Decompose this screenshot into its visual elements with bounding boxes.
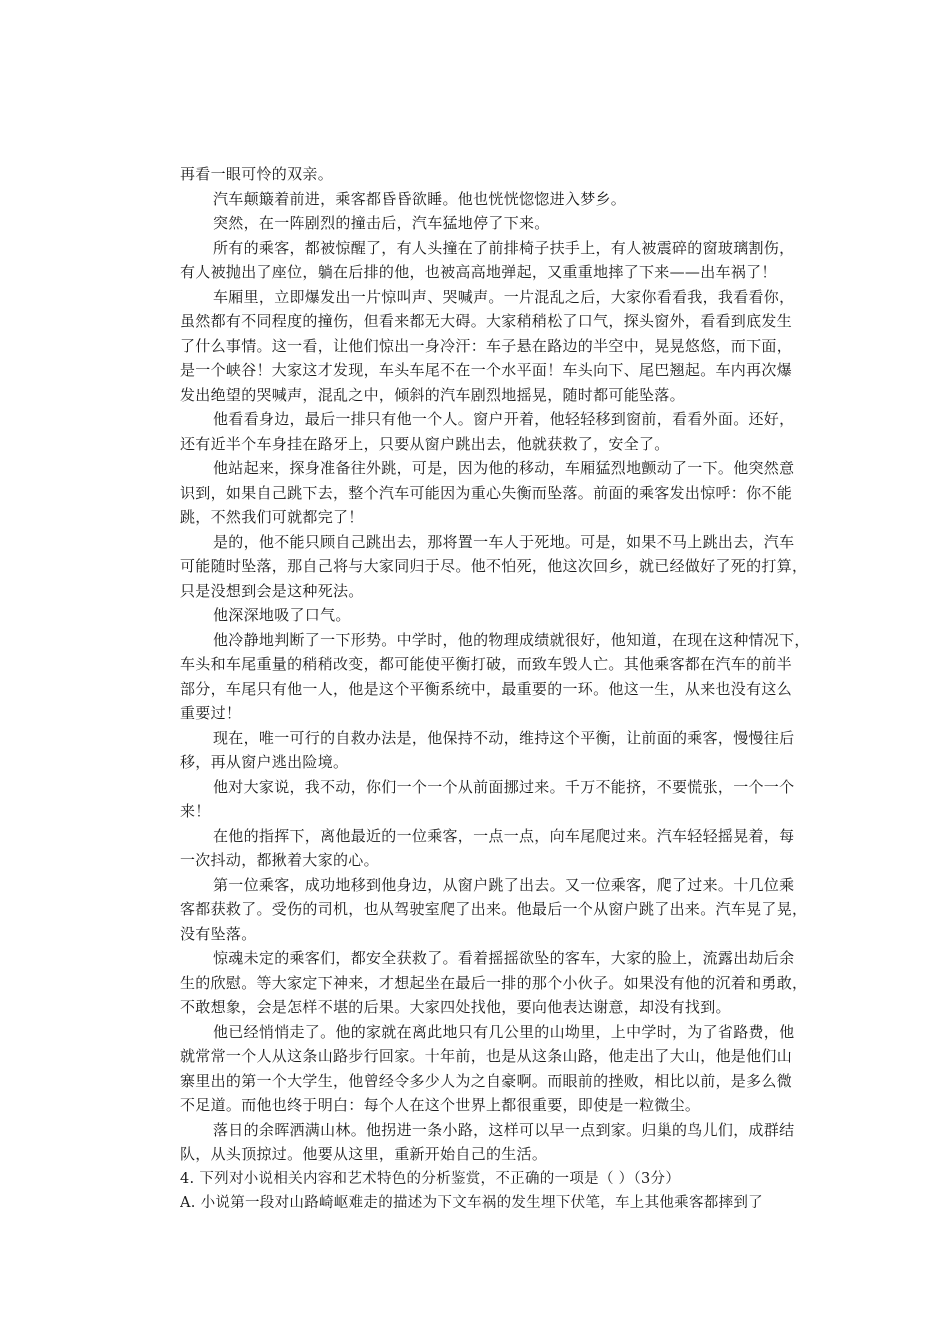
text-line: 所有的乘客，都被惊醒了，有人头撞在了前排椅子扶手上，有人被震碎的窗玻璃割伤， xyxy=(213,238,795,257)
text-line: 落日的余晖洒满山林。他拐进一条小路，这样可以早一点到家。归巢的鸟儿们，成群结 xyxy=(213,1120,795,1139)
text-line: 发出绝望的哭喊声，混乱之中，倾斜的汽车剧烈地摇晃，随时都可能坠落。 xyxy=(180,385,685,404)
text-line: 有人被抛出了座位，躺在后排的他，也被高高地弹起，又重重地摔了下来——出车祸了！ xyxy=(180,263,777,281)
text-line: 部分，车尾只有他一人，他是这个平衡系统中，最重要的一环。他这一生，从来也没有这么 xyxy=(180,679,793,698)
text-line: 现在，唯一可行的自救办法是，他保持不动，维持这个平衡，让前面的乘客，慢慢往后 xyxy=(213,728,795,747)
text-line: 重要过！ xyxy=(180,704,242,722)
text-line: 再看一眼可怜的双亲。 xyxy=(180,165,334,183)
text-line: 一次抖动，都揪着大家的心。 xyxy=(180,851,379,869)
text-line: 他深深地吸了口气。 xyxy=(213,606,351,624)
story-text xyxy=(180,162,840,1216)
text-line: 是一个峡谷！大家这才发现，车头车尾不在一个水平面！车头向下、尾巴翘起。车内再次爆 xyxy=(180,361,793,379)
text-line: 客都获救了。受伤的司机，也从驾驶室爬了出来。他最后一个从窗户跳了出来。汽车晃了晃， xyxy=(180,900,808,918)
question-stem: 4. 下列对小说相关内容和艺术特色的分析鉴赏，不正确的一项是（ ）（3分） xyxy=(180,1170,681,1187)
text-line: 他对大家说，我不动，你们一个一个从前面挪过来。千万不能挤，不要慌张，一个一个 xyxy=(213,777,795,796)
text-line: 队，从头顶掠过。他要从这里，重新开始自己的生活。 xyxy=(180,1145,548,1163)
text-line: 突然，在一阵剧烈的撞击后，汽车猛地停了下来。 xyxy=(213,214,550,232)
text-line: 他已经悄悄走了。他的家就在离此地只有几公里的山坳里，上中学时，为了省路费，他 xyxy=(213,1022,795,1041)
text-line: 他站起来，探身准备往外跳，可是，因为他的移动，车厢猛烈地颤动了一下。他突然意 xyxy=(213,459,795,477)
text-line: 是的，他不能只顾自己跳出去，那将置一车人于死地。可是，如果不马上跳出去，汽车 xyxy=(213,532,795,551)
text-line: 生的欣慰。等大家定下神来，才想起坐在最后一排的那个小伙子。如果没有他的沉着和勇敢， xyxy=(180,973,808,992)
text-line: 来！ xyxy=(180,802,211,820)
text-line: 虽然都有不同程度的撞伤，但看来都无大碍。大家稍稍松了口气，探头窗外，看看到底发生 xyxy=(180,312,793,330)
text-line: 识到，如果自己跳下去，整个汽车可能因为重心失衡而坠落。前面的乘客发出惊呼：你不能 xyxy=(180,483,793,502)
text-line: 可能随时坠落，那自己将与大家同归于尽。他不怕死，他这次回乡，就已经做好了死的打算， xyxy=(180,557,808,575)
text-line: 移，再从窗户逃出险境。 xyxy=(180,753,349,771)
question-option-a: A. 小说第一段对山路崎岖难走的描述为下文车祸的发生埋下伏笔，车上其他乘客都摔到了 xyxy=(180,1195,763,1211)
text-line: 他冷静地判断了一下形势。中学时，他的物理成绩就很好，他知道，在现在这种情况下， xyxy=(213,630,810,649)
text-line: 还有近半个车身挂在路牙上，只要从窗户跳出去，他就获救了，安全了。 xyxy=(180,434,670,453)
text-line: 不敢想象，会是怎样不堪的后果。大家四处找他，要向他表达谢意，却没有找到。 xyxy=(180,998,731,1016)
text-line: 第一位乘客，成功地移到他身边，从窗户跳了出去。又一位乘客，爬了过来。十几位乘 xyxy=(213,875,795,894)
text-line: 寨里出的第一个大学生，他曾经令多少人为之自豪啊。而眼前的挫败，相比以前，是多么微 xyxy=(180,1071,793,1090)
text-line: 他看看身边，最后一排只有他一个人。窗户开着，他轻轻移到窗前，看看外面。还好， xyxy=(213,410,795,428)
text-line: 汽车颠簸着前进，乘客都昏昏欲睡。他也恍恍惚惚进入梦乡。 xyxy=(213,189,627,208)
text-line: 只是没想到会是这种死法。 xyxy=(180,581,364,600)
text-line: 在他的指挥下，离他最近的一位乘客，一点一点，向车尾爬过来。汽车轻轻摇晃着，每 xyxy=(213,826,795,845)
text-line: 就常常一个人从这条山路步行回家。十年前，也是从这条山路，他走出了大山，他是他们山 xyxy=(180,1047,793,1065)
text-line: 惊魂未定的乘客们，都安全获救了。看着摇摇欲坠的客车，大家的脸上，流露出劫后余 xyxy=(213,949,795,967)
text-line: 跳，不然我们可就都完了！ xyxy=(180,508,364,526)
text-line: 车厢里，立即爆发出一片惊叫声、哭喊声。一片混乱之后，大家你看看我，我看看你， xyxy=(213,287,795,306)
text-line: 了什么事情。这一看，让他们惊出一身冷汗：车子悬在路边的半空中，晃晃悠悠，而下面， xyxy=(180,336,793,355)
text-line: 不足道。而他也终于明白：每个人在这个世界上都很重要，即使是一粒微尘。 xyxy=(180,1096,701,1114)
text-line: 车头和车尾重量的稍稍改变，都可能使平衡打破，而致车毁人亡。其他乘客都在汽车的前半 xyxy=(180,655,793,673)
text-line: 没有坠落。 xyxy=(180,924,257,943)
